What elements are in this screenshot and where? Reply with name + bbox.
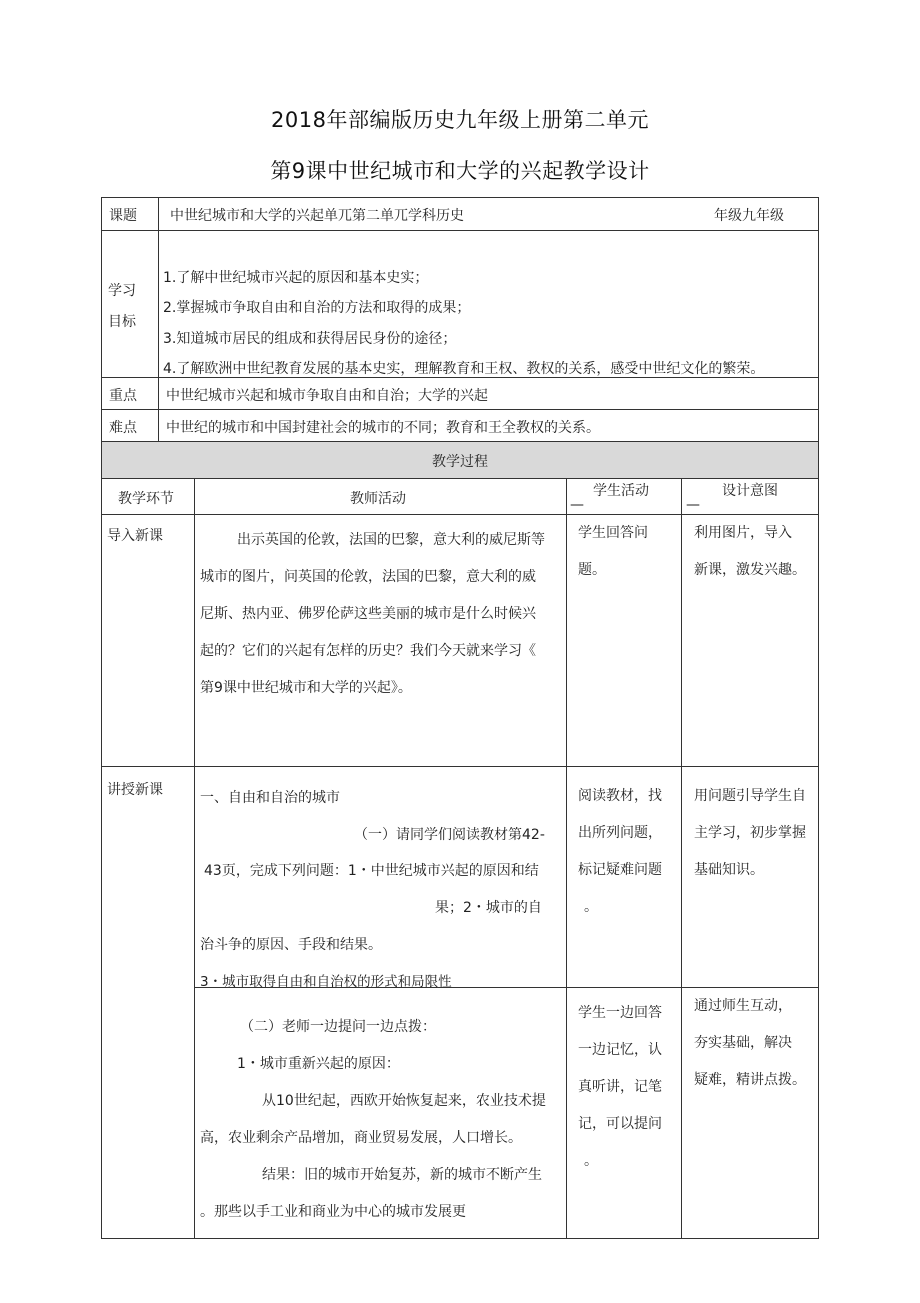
document-title-line2: 第9课中世纪城市和大学的兴起教学设计	[270, 159, 650, 183]
col-design-mark: —	[686, 497, 700, 513]
part2-student-activity	[578, 995, 662, 1180]
key-label: 重点	[109, 388, 137, 404]
text-line: 。	[584, 899, 598, 915]
text-line: 。	[584, 1153, 598, 1169]
lecture-line: 43页，完成下列问题：1・中世纪城市兴起的原因和结	[204, 863, 539, 879]
text-line: 城市的图片，问英国的伦敦，法国的巴黎，意大利的威	[200, 569, 536, 585]
text-line: 标记疑难问题	[578, 862, 662, 878]
text-line: 用问题引导学生自	[694, 788, 806, 804]
col-teacher: 教师活动	[350, 491, 406, 507]
lecture-design-intent	[694, 778, 806, 889]
goal-item: 1.了解中世纪城市兴起的原因和基本史实；	[163, 270, 429, 286]
text-line: 从10世纪起，西欧开始恢复起来，农业技术提	[262, 1093, 546, 1109]
lecture-line: 果；2・城市的自	[435, 900, 542, 916]
document-title-line1: 2018年部编版历史九年级上册第二单元	[271, 108, 649, 132]
intro-teacher-activity	[200, 522, 562, 707]
text-line: 利用图片，导入	[694, 525, 792, 541]
col-design: 设计意图	[722, 483, 778, 499]
text-line: 出所列问题，	[578, 825, 662, 841]
text-line: 记，可以提问	[578, 1116, 662, 1132]
text-line: 高，农业剩余产品增加，商业贸易发展，人口增长。	[200, 1130, 522, 1146]
text-line: （二）老师一边提问一边点拨：	[240, 1019, 436, 1035]
intro-student-activity	[578, 515, 648, 589]
text-line: 通过师生互动，	[694, 998, 792, 1014]
text-line: 学生一边回答	[578, 1005, 662, 1021]
text-line: 真听讲，记笔	[578, 1079, 662, 1095]
text-line: 疑难，精讲点拨。	[694, 1072, 806, 1088]
process-header: 教学过程	[432, 454, 488, 470]
text-line: 阅读教材，找	[578, 788, 662, 804]
text-line: 学生回答问	[578, 525, 648, 541]
text-line: 主学习，初步掌握	[694, 825, 806, 841]
lecture-line: （一）请同学们阅读教材第42-	[354, 827, 545, 843]
lecture-stage: 讲授新课	[107, 782, 163, 798]
text-line: 第9课中世纪城市和大学的兴起》。	[200, 680, 412, 696]
text-line: 尼斯、热内亚、佛罗伦萨这些美丽的城市是什么时候兴	[200, 606, 536, 622]
goals-label-1: 学习	[108, 283, 136, 299]
difficult-label: 难点	[109, 420, 137, 436]
text-line: 一边记忆，认	[578, 1042, 662, 1058]
key-value: 中世纪城市兴起和城市争取自由和自治；大学的兴起	[166, 388, 488, 404]
text-line: 题。	[578, 562, 606, 578]
topic-label: 课题	[109, 208, 137, 224]
lecture-line: 3・城市取得自由和自治权的形式和局限性	[200, 974, 452, 990]
col-student: 学生活动	[593, 483, 649, 499]
text-line: 结果：旧的城市开始复苏，新的城市不断产生	[262, 1167, 542, 1183]
text-line: 1・城市重新兴起的原因：	[237, 1056, 400, 1072]
text-line: 起的？它们的兴起有怎样的历史？我们今天就来学习《	[200, 643, 536, 659]
topic-value: 中世纪城市和大学的兴起单兀第二单兀学科历史	[170, 208, 464, 224]
col-student-mark: —	[570, 497, 584, 513]
text-line: 基础知识。	[694, 862, 764, 878]
goal-item: 3.知道城市居民的组成和获得居民身份的途径；	[163, 331, 457, 347]
intro-design-intent	[694, 515, 806, 589]
text-line: 。那些以手工业和商业为中心的城市发展更	[200, 1204, 466, 1220]
col-stage: 教学环节	[118, 491, 174, 507]
goals-label-2: 目标	[108, 314, 136, 330]
text-line: 出示英国的伦敦，法国的巴黎，意大利的威尼斯等	[237, 532, 545, 548]
text-line: 新课，激发兴趣。	[694, 562, 806, 578]
lecture-line: 治斗争的原因、手段和结果。	[200, 937, 382, 953]
goal-item: 2.掌握城市争取自由和自治的方法和取得的成果；	[163, 300, 471, 316]
goal-item: 4.了解欧洲中世纪教育发展的基本史实，理解教育和王权、教权的关系，感受中世纪文化的繁荣。	[163, 361, 765, 377]
grade-value: 年级九年级	[714, 208, 784, 224]
lecture-student-activity	[578, 778, 662, 926]
part2-teacher-activity	[200, 1009, 562, 1231]
intro-stage: 导入新课	[107, 528, 163, 544]
part2-design-intent	[694, 988, 806, 1099]
lecture-line: 一、自由和自治的城市	[200, 790, 340, 806]
difficult-value: 中世纪的城市和中国封建社会的城市的不同；教育和王全教权的关系。	[166, 420, 600, 436]
text-line: 夯实基础，解决	[694, 1035, 792, 1051]
